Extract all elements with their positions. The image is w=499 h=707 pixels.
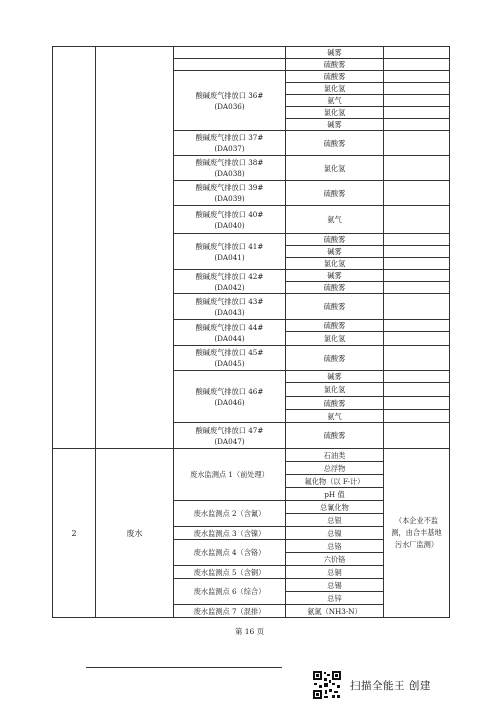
outlet-cell: 废水监测点 6（综合）: [174, 579, 286, 605]
remark-cell: [384, 397, 450, 410]
page-number: 第 16 页: [234, 627, 265, 636]
pollutant-cell: 总锌: [286, 592, 384, 605]
pollutant-cell: 氯化氢: [286, 258, 384, 270]
pollutant-cell: 硫酸雾: [286, 282, 384, 294]
pollutant-cell: 硫酸雾: [286, 397, 384, 410]
pollutant-cell: 碱雾: [286, 246, 384, 258]
remark-cell: [384, 59, 450, 71]
outlet-cell: 酸碱废气排放口 45# (DA045): [174, 346, 286, 371]
outlet-cell: 废水监测点 5（含铜）: [174, 566, 286, 579]
remark-cell: [384, 95, 450, 107]
outlet-cell: 废水监测点 4（含铬）: [174, 540, 286, 566]
remark-cell: [384, 371, 450, 383]
outlet-cell: 酸碱废气排放口 40# (DA040): [174, 206, 286, 234]
remark-cell: [384, 119, 450, 131]
outlet-cell: 酸碱废气排放口 39# (DA039): [174, 181, 286, 206]
pollutant-cell: 氯化氢: [286, 332, 384, 346]
remark-cell: [384, 181, 450, 206]
outlet-cell: 废水监测点 2（含氰）: [174, 501, 286, 527]
pollutant-cell: 氨气: [286, 410, 384, 423]
outlet-cell: 酸碱废气排放口 46# (DA046): [174, 371, 286, 423]
pollutant-cell: 碱雾: [286, 371, 384, 383]
pollutant-cell: 石油类: [286, 449, 384, 462]
outlet-cell: 废水监测点 7（混排）: [174, 605, 286, 618]
pollutant-cell: 硫酸雾: [286, 131, 384, 156]
pollutant-cell: 硫酸雾: [286, 71, 384, 83]
pollutant-cell: 氯化氢: [286, 107, 384, 119]
remark-cell: [384, 107, 450, 119]
remark-cell: [384, 246, 450, 258]
table-row: [53, 47, 450, 59]
table-row: [53, 449, 450, 462]
pollutant-cell: 总浮物: [286, 462, 384, 475]
pollutant-cell: 硫酸雾: [286, 346, 384, 371]
outlet-cell: 酸碱废气排放口 44# (DA044): [174, 320, 286, 346]
remark-cell: [384, 71, 450, 83]
category-label: 废水: [96, 449, 174, 618]
outlet-cell: 废水监测点 1（前处理）: [174, 449, 286, 501]
outlet-cell: [174, 47, 286, 59]
outlet-cell: 酸碱废气排放口 41# (DA041): [174, 234, 286, 270]
pollutant-cell: 氨氮（NH3-N）: [286, 605, 384, 618]
outlet-cell: 酸碱废气排放口 38# (DA038): [174, 156, 286, 181]
pollutant-cell: 总银: [286, 514, 384, 527]
remark-cell: [384, 423, 450, 449]
qr-code-icon: [312, 670, 342, 700]
scan-line: [86, 667, 282, 668]
outlet-cell: 酸碱废气排放口 37# (DA037): [174, 131, 286, 156]
remark-note: （本企业不监测，由合丰基地污水厂监测）: [384, 449, 450, 618]
category-cell: [96, 47, 174, 449]
pollutant-cell: pH 值: [286, 488, 384, 501]
outlet-cell: 废水监测点 3（含镍）: [174, 527, 286, 540]
pollutant-cell: 碱雾: [286, 47, 384, 59]
remark-cell: [384, 47, 450, 59]
pollutant-cell: 碱雾: [286, 119, 384, 131]
remark-cell: [384, 410, 450, 423]
number-cell: [53, 47, 96, 449]
remark-cell: [384, 332, 450, 346]
pollutant-cell: 氯化氢: [286, 383, 384, 397]
remark-cell: [384, 346, 450, 371]
item-number: 2: [53, 449, 96, 618]
outlet-cell: 酸碱废气排放口 43# (DA043): [174, 294, 286, 320]
outlet-cell: [174, 59, 286, 71]
pollutant-cell: 氯化氢: [286, 83, 384, 95]
pollutant-cell: 硫酸雾: [286, 59, 384, 71]
pollutant-cell: 六价铬: [286, 553, 384, 566]
remark-cell: [384, 383, 450, 397]
remark-cell: [384, 234, 450, 246]
monitoring-table: [52, 46, 450, 618]
pollutant-cell: 氟化物（以 F-计）: [286, 475, 384, 488]
pollutant-cell: 总锡: [286, 579, 384, 592]
pollutant-cell: 硫酸雾: [286, 181, 384, 206]
pollutant-cell: 碱雾: [286, 270, 384, 282]
pollutant-cell: 总铜: [286, 566, 384, 579]
remark-cell: [384, 282, 450, 294]
pollutant-cell: 氯化氢: [286, 156, 384, 181]
remark-cell: [384, 270, 450, 282]
remark-cell: [384, 156, 450, 181]
pollutant-cell: 硫酸雾: [286, 294, 384, 320]
pollutant-cell: 总铬: [286, 540, 384, 553]
remark-cell: [384, 131, 450, 156]
remark-cell: [384, 83, 450, 95]
pollutant-cell: 总镍: [286, 527, 384, 540]
pollutant-cell: 总氰化物: [286, 501, 384, 514]
scanner-brand: 扫描全能王 创建: [350, 680, 431, 692]
remark-cell: [384, 206, 450, 234]
pollutant-cell: 氨气: [286, 206, 384, 234]
pollutant-cell: 硫酸雾: [286, 234, 384, 246]
outlet-cell: 酸碱废气排放口 42# (DA042): [174, 270, 286, 294]
pollutant-cell: 氨气: [286, 95, 384, 107]
remark-cell: [384, 320, 450, 332]
remark-cell: [384, 294, 450, 320]
outlet-cell: 酸碱废气排放口 47# (DA047): [174, 423, 286, 449]
pollutant-cell: 硫酸雾: [286, 320, 384, 332]
outlet-cell: 酸碱废气排放口 36# (DA036): [174, 71, 286, 131]
pollutant-cell: 硫酸雾: [286, 423, 384, 449]
remark-cell: [384, 258, 450, 270]
